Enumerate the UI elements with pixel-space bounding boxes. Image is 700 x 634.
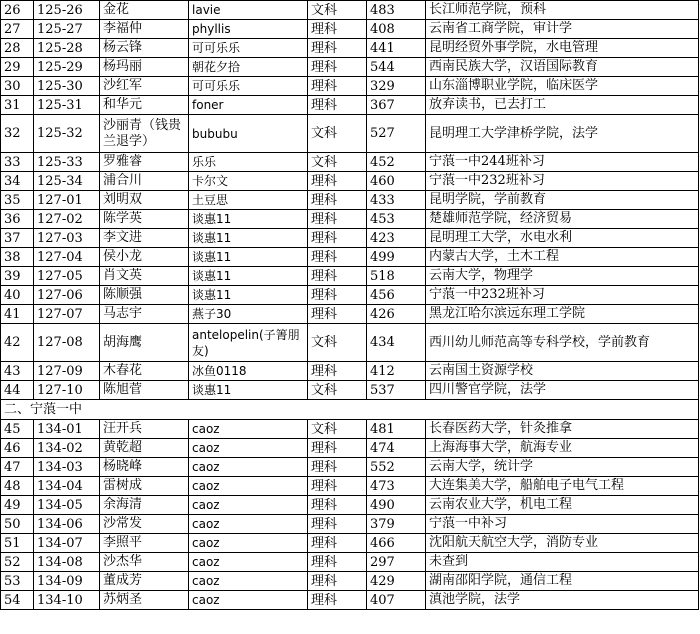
cell-index: 34 <box>1 172 34 191</box>
cell-track: 理科 <box>308 305 367 324</box>
cell-score: 441 <box>367 39 426 58</box>
cell-index: 46 <box>1 439 34 458</box>
cell-track: 理科 <box>308 96 367 115</box>
cell-score: 367 <box>367 96 426 115</box>
cell-index: 26 <box>1 1 34 20</box>
table-row <box>1 58 699 77</box>
cell-index: 45 <box>1 420 34 439</box>
cell-destination: 山东淄博职业学院，临床医学 <box>426 77 699 96</box>
cell-index: 29 <box>1 58 34 77</box>
cell-code: 134-07 <box>34 534 100 553</box>
table-row <box>1 172 699 191</box>
cell-destination: 未查到 <box>426 553 699 572</box>
cell-sponsor: 土豆思 <box>189 191 308 210</box>
table-row <box>1 553 699 572</box>
cell-track: 理科 <box>308 534 367 553</box>
cell-score: 423 <box>367 229 426 248</box>
cell-score: 518 <box>367 267 426 286</box>
cell-sponsor: phyllis <box>189 20 308 39</box>
section-header-row <box>1 400 699 420</box>
cell-student-name: 黄乾超 <box>100 439 189 458</box>
cell-student-name: 胡海鹰 <box>100 324 189 362</box>
cell-sponsor: caoz <box>189 572 308 591</box>
cell-index: 44 <box>1 381 34 400</box>
cell-index: 47 <box>1 458 34 477</box>
cell-destination: 宁蒗一中232班补习 <box>426 286 699 305</box>
cell-track: 理科 <box>308 191 367 210</box>
table-row <box>1 20 699 39</box>
cell-sponsor: caoz <box>189 553 308 572</box>
table-row <box>1 591 699 610</box>
cell-destination: 昆明理工大学津桥学院，法学 <box>426 115 699 153</box>
cell-score: 481 <box>367 420 426 439</box>
cell-sponsor: 可可乐乐 <box>189 77 308 96</box>
cell-destination: 西川幼儿师范高等专科学校，学前教育 <box>426 324 699 362</box>
cell-student-name: 金花 <box>100 1 189 20</box>
cell-sponsor: caoz <box>189 439 308 458</box>
cell-score: 329 <box>367 77 426 96</box>
cell-track: 理科 <box>308 553 367 572</box>
cell-index: 41 <box>1 305 34 324</box>
cell-track: 理科 <box>308 496 367 515</box>
cell-destination: 湖南邵阳学院，通信工程 <box>426 572 699 591</box>
cell-sponsor: 乐乐 <box>189 153 308 172</box>
table-row <box>1 496 699 515</box>
table-row <box>1 1 699 20</box>
cell-student-name: 刘明双 <box>100 191 189 210</box>
cell-sponsor: caoz <box>189 458 308 477</box>
cell-destination: 沈阳航天航空大学，消防专业 <box>426 534 699 553</box>
cell-destination: 云南大学，统计学 <box>426 458 699 477</box>
cell-destination: 放弃读书，已去打工 <box>426 96 699 115</box>
cell-code: 125-33 <box>34 153 100 172</box>
cell-code: 134-02 <box>34 439 100 458</box>
cell-index: 42 <box>1 324 34 362</box>
cell-sponsor: 冰鱼0118 <box>189 362 308 381</box>
cell-student-name: 杨云锋 <box>100 39 189 58</box>
cell-score: 552 <box>367 458 426 477</box>
cell-score: 433 <box>367 191 426 210</box>
cell-track: 理科 <box>308 248 367 267</box>
cell-score: 379 <box>367 515 426 534</box>
cell-destination: 昆明学院，学前教育 <box>426 191 699 210</box>
cell-code: 125-32 <box>34 115 100 153</box>
cell-index: 51 <box>1 534 34 553</box>
cell-destination: 楚雄师范学院，经济贸易 <box>426 210 699 229</box>
cell-student-name: 苏炳圣 <box>100 591 189 610</box>
cell-track: 理科 <box>308 172 367 191</box>
cell-destination: 内蒙古大学，土木工程 <box>426 248 699 267</box>
cell-code: 134-08 <box>34 553 100 572</box>
cell-track: 理科 <box>308 458 367 477</box>
cell-index: 48 <box>1 477 34 496</box>
cell-code: 127-07 <box>34 305 100 324</box>
cell-track: 文科 <box>308 115 367 153</box>
cell-index: 28 <box>1 39 34 58</box>
cell-code: 127-02 <box>34 210 100 229</box>
cell-code: 134-05 <box>34 496 100 515</box>
cell-student-name: 沙丽青（钱贵兰退学） <box>100 115 189 153</box>
cell-code: 127-06 <box>34 286 100 305</box>
cell-track: 理科 <box>308 439 367 458</box>
cell-index: 39 <box>1 267 34 286</box>
cell-score: 544 <box>367 58 426 77</box>
cell-track: 文科 <box>308 420 367 439</box>
table-row <box>1 115 699 153</box>
cell-student-name: 杨玛丽 <box>100 58 189 77</box>
cell-track: 理科 <box>308 477 367 496</box>
cell-student-name: 沙杰华 <box>100 553 189 572</box>
cell-index: 53 <box>1 572 34 591</box>
cell-code: 127-08 <box>34 324 100 362</box>
cell-student-name: 罗雅睿 <box>100 153 189 172</box>
table-row <box>1 191 699 210</box>
cell-track: 理科 <box>308 362 367 381</box>
cell-sponsor: caoz <box>189 515 308 534</box>
cell-index: 50 <box>1 515 34 534</box>
cell-track: 理科 <box>308 210 367 229</box>
table-row <box>1 439 699 458</box>
cell-index: 40 <box>1 286 34 305</box>
cell-code: 134-01 <box>34 420 100 439</box>
cell-destination: 宁蒗一中补习 <box>426 515 699 534</box>
cell-code: 134-10 <box>34 591 100 610</box>
cell-code: 125-29 <box>34 58 100 77</box>
cell-code: 127-03 <box>34 229 100 248</box>
cell-code: 125-30 <box>34 77 100 96</box>
cell-destination: 云南省工商学院，审计学 <box>426 20 699 39</box>
cell-code: 125-34 <box>34 172 100 191</box>
cell-student-name: 雷树成 <box>100 477 189 496</box>
table-row <box>1 286 699 305</box>
cell-destination: 长江师范学院，预科 <box>426 1 699 20</box>
cell-destination: 大连集美大学，船舶电子电气工程 <box>426 477 699 496</box>
cell-student-name: 木春花 <box>100 362 189 381</box>
cell-track: 理科 <box>308 39 367 58</box>
cell-sponsor: caoz <box>189 420 308 439</box>
cell-track: 文科 <box>308 1 367 20</box>
cell-index: 37 <box>1 229 34 248</box>
cell-code: 127-09 <box>34 362 100 381</box>
cell-student-name: 陈学英 <box>100 210 189 229</box>
cell-track: 理科 <box>308 20 367 39</box>
cell-score: 466 <box>367 534 426 553</box>
cell-student-name: 李福仲 <box>100 20 189 39</box>
cell-student-name: 浦合川 <box>100 172 189 191</box>
cell-code: 125-28 <box>34 39 100 58</box>
table-row <box>1 267 699 286</box>
cell-index: 54 <box>1 591 34 610</box>
table-body <box>1 1 699 610</box>
table-row <box>1 458 699 477</box>
cell-track: 理科 <box>308 515 367 534</box>
table-row <box>1 77 699 96</box>
cell-destination: 宁蒗一中244班补习 <box>426 153 699 172</box>
cell-score: 490 <box>367 496 426 515</box>
cell-score: 537 <box>367 381 426 400</box>
cell-score: 412 <box>367 362 426 381</box>
cell-student-name: 和华元 <box>100 96 189 115</box>
cell-code: 134-03 <box>34 458 100 477</box>
cell-score: 426 <box>367 305 426 324</box>
table-row <box>1 362 699 381</box>
cell-student-name: 董成芳 <box>100 572 189 591</box>
cell-track: 理科 <box>308 77 367 96</box>
cell-sponsor: 可可乐乐 <box>189 39 308 58</box>
cell-destination: 昆明理工大学，水电水利 <box>426 229 699 248</box>
cell-code: 125-26 <box>34 1 100 20</box>
cell-track: 理科 <box>308 58 367 77</box>
cell-track: 文科 <box>308 324 367 362</box>
cell-score: 429 <box>367 572 426 591</box>
cell-score: 460 <box>367 172 426 191</box>
cell-track: 理科 <box>308 286 367 305</box>
cell-code: 127-05 <box>34 267 100 286</box>
cell-index: 38 <box>1 248 34 267</box>
cell-score: 499 <box>367 248 426 267</box>
cell-destination: 西南民族大学，汉语国际教育 <box>426 58 699 77</box>
cell-student-name: 沙红军 <box>100 77 189 96</box>
cell-index: 30 <box>1 77 34 96</box>
table-row <box>1 210 699 229</box>
cell-index: 49 <box>1 496 34 515</box>
cell-score: 453 <box>367 210 426 229</box>
cell-sponsor: 谈惠11 <box>189 286 308 305</box>
cell-track: 理科 <box>308 572 367 591</box>
cell-index: 52 <box>1 553 34 572</box>
cell-sponsor: bububu <box>189 115 308 153</box>
cell-destination: 宁蒗一中232班补习 <box>426 172 699 191</box>
cell-index: 27 <box>1 20 34 39</box>
cell-sponsor: foner <box>189 96 308 115</box>
cell-track: 理科 <box>308 267 367 286</box>
cell-score: 456 <box>367 286 426 305</box>
cell-student-name: 杨晓峰 <box>100 458 189 477</box>
cell-destination: 云南大学，物理学 <box>426 267 699 286</box>
cell-destination: 长春医药大学，针灸推拿 <box>426 420 699 439</box>
cell-score: 434 <box>367 324 426 362</box>
table-row <box>1 572 699 591</box>
cell-sponsor: caoz <box>189 496 308 515</box>
table-row <box>1 305 699 324</box>
cell-sponsor: lavie <box>189 1 308 20</box>
cell-sponsor: 谈惠11 <box>189 248 308 267</box>
table-row <box>1 39 699 58</box>
cell-score: 527 <box>367 115 426 153</box>
cell-destination: 昆明经贸外事学院，水电管理 <box>426 39 699 58</box>
cell-student-name: 李文进 <box>100 229 189 248</box>
cell-code: 125-27 <box>34 20 100 39</box>
cell-student-name: 肖文英 <box>100 267 189 286</box>
table-row <box>1 153 699 172</box>
cell-sponsor: 朝花夕拾 <box>189 58 308 77</box>
table-row <box>1 96 699 115</box>
cell-score: 407 <box>367 591 426 610</box>
cell-track: 理科 <box>308 591 367 610</box>
cell-sponsor: 卡尔文 <box>189 172 308 191</box>
cell-index: 35 <box>1 191 34 210</box>
cell-student-name: 陈旭菅 <box>100 381 189 400</box>
table-row <box>1 477 699 496</box>
cell-destination: 滇池学院，法学 <box>426 591 699 610</box>
cell-score: 473 <box>367 477 426 496</box>
table-row <box>1 381 699 400</box>
cell-sponsor: 谈惠11 <box>189 229 308 248</box>
cell-sponsor: 燕子30 <box>189 305 308 324</box>
cell-index: 33 <box>1 153 34 172</box>
table-row <box>1 420 699 439</box>
cell-destination: 云南农业大学，机电工程 <box>426 496 699 515</box>
cell-code: 125-31 <box>34 96 100 115</box>
table-row <box>1 515 699 534</box>
cell-sponsor: 谈惠11 <box>189 381 308 400</box>
cell-score: 297 <box>367 553 426 572</box>
cell-index: 43 <box>1 362 34 381</box>
cell-track: 文科 <box>308 153 367 172</box>
cell-sponsor: caoz <box>189 477 308 496</box>
cell-index: 32 <box>1 115 34 153</box>
cell-score: 483 <box>367 1 426 20</box>
cell-score: 474 <box>367 439 426 458</box>
cell-sponsor: caoz <box>189 534 308 553</box>
cell-code: 134-04 <box>34 477 100 496</box>
cell-code: 127-10 <box>34 381 100 400</box>
cell-code: 127-01 <box>34 191 100 210</box>
cell-student-name: 余海清 <box>100 496 189 515</box>
table-row <box>1 324 699 362</box>
cell-destination: 黑龙江哈尔滨远东理工学院 <box>426 305 699 324</box>
cell-sponsor: 谈惠11 <box>189 210 308 229</box>
cell-sponsor: 谈惠11 <box>189 267 308 286</box>
table-row <box>1 229 699 248</box>
table-row <box>1 534 699 553</box>
cell-code: 127-04 <box>34 248 100 267</box>
cell-track: 文科 <box>308 381 367 400</box>
cell-code: 134-06 <box>34 515 100 534</box>
cell-student-name: 陈顺强 <box>100 286 189 305</box>
cell-destination: 四川警官学院，法学 <box>426 381 699 400</box>
cell-student-name: 汪开兵 <box>100 420 189 439</box>
cell-student-name: 沙常发 <box>100 515 189 534</box>
cell-score: 452 <box>367 153 426 172</box>
cell-index: 36 <box>1 210 34 229</box>
cell-student-name: 侯小龙 <box>100 248 189 267</box>
cell-destination: 上海海事大学，航海专业 <box>426 439 699 458</box>
cell-code: 134-09 <box>34 572 100 591</box>
cell-student-name: 马志宇 <box>100 305 189 324</box>
cell-sponsor: antelopelin(子箐朋友) <box>189 324 308 362</box>
cell-student-name: 李照平 <box>100 534 189 553</box>
table-row <box>1 248 699 267</box>
cell-track: 理科 <box>308 229 367 248</box>
cell-index: 31 <box>1 96 34 115</box>
section-title: 二、宁蒗一中 <box>1 400 699 420</box>
cell-score: 408 <box>367 20 426 39</box>
cell-destination: 云南国土资源学校 <box>426 362 699 381</box>
cell-sponsor: caoz <box>189 591 308 610</box>
